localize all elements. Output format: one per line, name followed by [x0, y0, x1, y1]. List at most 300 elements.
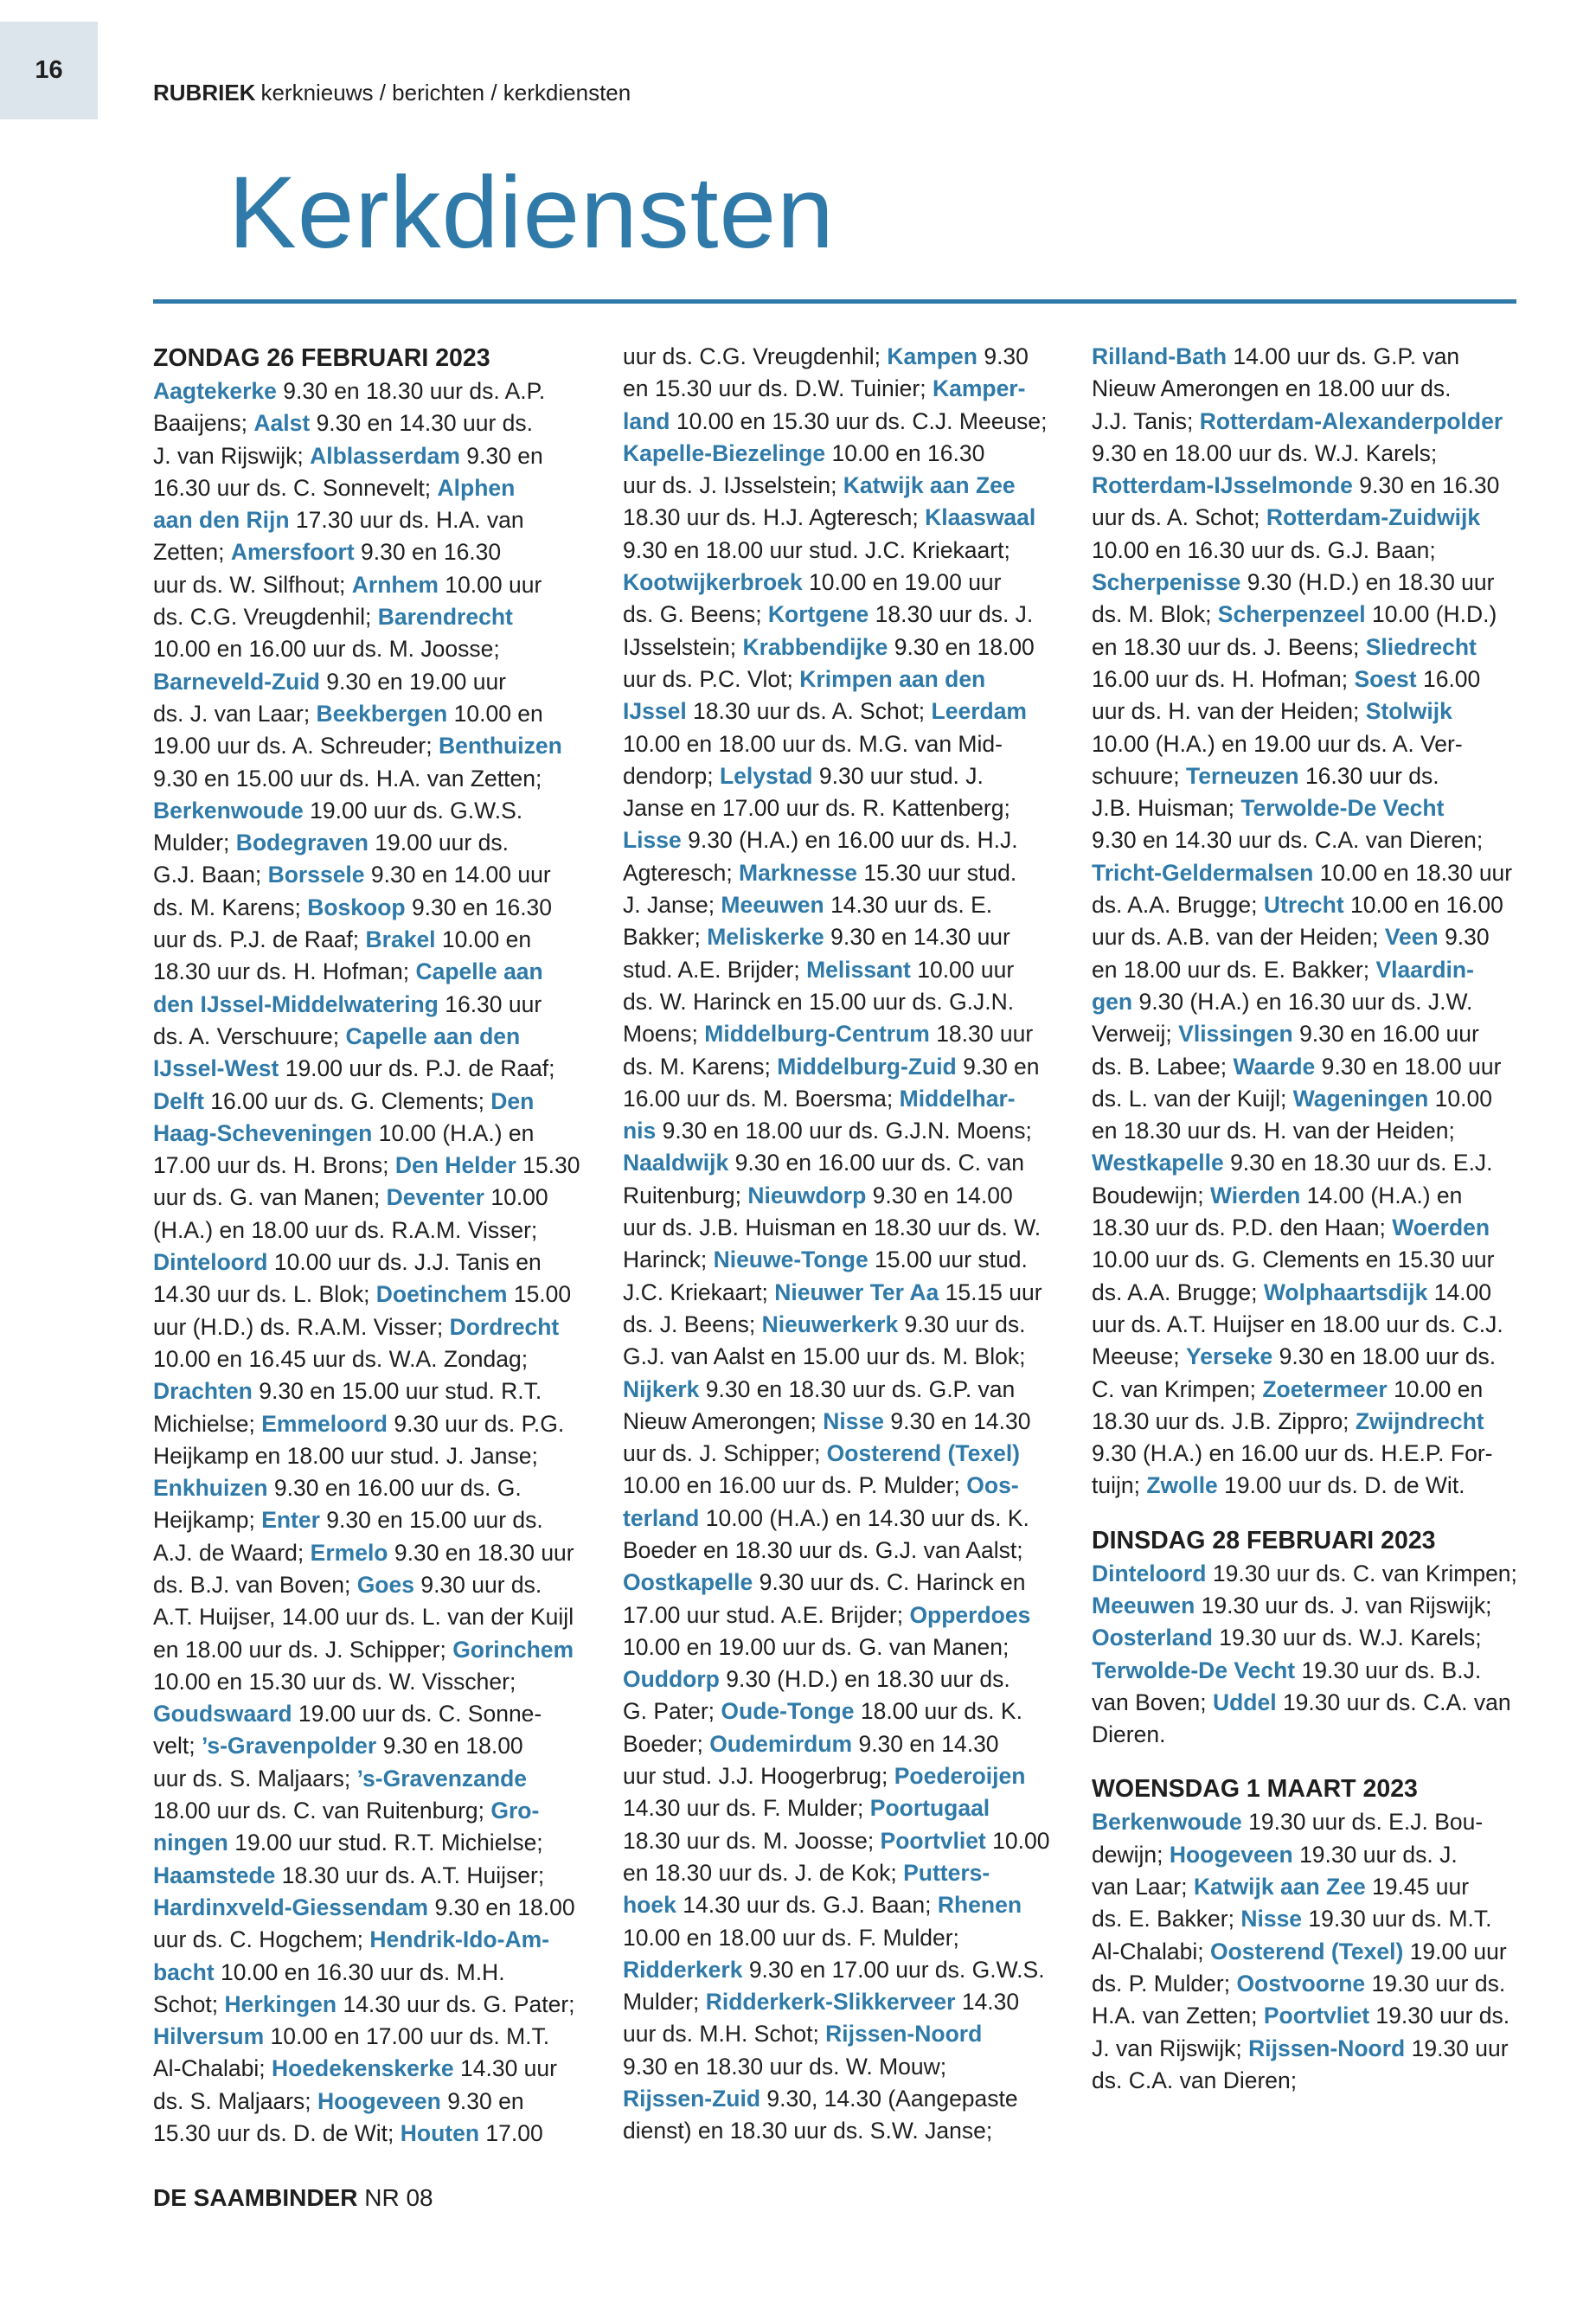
- service-line: [623, 1180, 1055, 1212]
- place-name: Nisse: [1240, 1906, 1303, 1932]
- place-name: Dinteloord: [153, 1249, 268, 1276]
- service-details: 10.00 en 18.00 uur ds. F. Mulder;: [623, 1924, 959, 1951]
- service-details: 10.00 en 16.00 uur ds. M. Joosse;: [153, 636, 500, 663]
- service-details: en 18.00 uur ds. J. Schipper;: [153, 1636, 453, 1663]
- service-line: [1092, 1406, 1529, 1438]
- service-details: 9.30 (H.A.) en 16.00 uur ds. H.E.P. For-: [1092, 1440, 1493, 1467]
- service-line: [1092, 631, 1529, 663]
- service-details: J.C. Kriekaart;: [623, 1279, 775, 1305]
- service-details: 10.00 uur ds. J.J. Tanis en: [267, 1249, 542, 1276]
- place-name: Nijkerk: [623, 1375, 700, 1402]
- service-details: 18.30 uur ds. A.T. Huijser;: [275, 1862, 545, 1888]
- service-details: 18.30 uur ds. P.D. den Haan;: [1092, 1215, 1393, 1241]
- place-name: Middelburg-Centrum: [704, 1021, 930, 1048]
- footer-issue: NR 08: [364, 2184, 433, 2211]
- service-line: [153, 472, 586, 504]
- service-details: Harinck;: [623, 1247, 714, 1273]
- service-line: [153, 1504, 586, 1536]
- service-line: [1092, 502, 1529, 534]
- service-details: ds. A.A. Brugge;: [1092, 1279, 1264, 1305]
- service-details: 10.00 en 15.30 uur ds. W. Visscher;: [153, 1668, 516, 1695]
- place-name: Vlissingen: [1178, 1021, 1293, 1048]
- service-details: Mulder;: [153, 830, 236, 856]
- service-details: 19.00 uur ds. C. Sonne-: [292, 1701, 542, 1727]
- service-line: [623, 535, 1055, 567]
- service-details: ds. G. Beens;: [623, 601, 768, 628]
- service-details: Boudewijn;: [1092, 1182, 1211, 1208]
- service-line: [153, 1472, 586, 1504]
- service-line: [623, 1083, 1055, 1115]
- service-details: 14.30 uur: [453, 2055, 557, 2082]
- service-details: 14.30 uur ds. G. Pater;: [337, 1990, 575, 2017]
- service-details: 18.00 uur ds. K.: [854, 1698, 1022, 1725]
- service-details: en 18.00 uur ds. E. Bakker;: [1092, 956, 1376, 983]
- service-details: Al-Chalabi;: [153, 2055, 272, 2082]
- place-name: IJssel: [623, 698, 687, 725]
- service-details: 9.30 en 14.00 uur: [364, 862, 551, 888]
- service-details: Heijkamp;: [153, 1507, 262, 1534]
- service-details: 18.30 uur ds. J.B. Zippro;: [1092, 1407, 1356, 1434]
- service-line: [1092, 535, 1529, 567]
- service-details: 19.00 uur stud. R.T. Michielse;: [228, 1830, 543, 1856]
- place-name: Hardinxveld-Giessendam: [153, 1894, 429, 1920]
- place-name: Scherpenisse: [1092, 569, 1241, 596]
- place-name: Yerseke: [1186, 1343, 1273, 1370]
- service-line: [623, 695, 1055, 727]
- service-details: Agteresch;: [623, 859, 740, 886]
- service-line: [153, 2118, 586, 2150]
- place-name: Alblasserdam: [310, 442, 460, 469]
- service-line: [153, 569, 586, 601]
- place-name: Den Helder: [394, 1152, 516, 1179]
- service-line: [153, 2021, 586, 2053]
- service-line: [153, 1053, 586, 1085]
- service-line: [623, 1051, 1055, 1083]
- service-line: [1092, 1622, 1529, 1654]
- service-line: [153, 1892, 586, 1924]
- place-name: Oostkapelle: [623, 1569, 753, 1596]
- service-details: 10.00 (H.A.) en 14.30 uur ds. K.: [699, 1504, 1029, 1531]
- place-name: Naaldwijk: [623, 1150, 729, 1176]
- service-details: ds. M. Blok;: [1092, 601, 1218, 628]
- service-details: 9.30 en 14.30: [884, 1407, 1031, 1434]
- place-name: Poortvliet: [880, 1827, 986, 1854]
- service-details: 10.00: [484, 1184, 548, 1211]
- service-details: 10.00 en: [447, 700, 543, 727]
- service-details: 10.00 en 17.00 uur ds. M.T.: [264, 2023, 550, 2050]
- service-details: Verweij;: [1092, 1021, 1179, 1048]
- service-line: [623, 1631, 1055, 1663]
- place-name: Terneuzen: [1186, 762, 1299, 789]
- place-name: Hoogeveen: [1169, 1841, 1293, 1868]
- service-details: 9.30 en 18.30 uur ds. E.J.: [1223, 1150, 1493, 1176]
- service-line: [623, 1244, 1055, 1276]
- service-line: [623, 954, 1055, 986]
- service-details: 9.30 en 18.00 uur ds. G.J.N. Moens;: [656, 1118, 1032, 1144]
- service-details: 9.30 en: [440, 2087, 524, 2114]
- service-details: 19.00 uur: [1403, 1938, 1507, 1965]
- service-line: [623, 1567, 1055, 1599]
- service-details: 17.00: [479, 2120, 543, 2147]
- place-name: Melissant: [806, 956, 911, 983]
- service-details: Boeder en 18.30 uur ds. G.J. van Aalst;: [623, 1536, 1023, 1563]
- service-details: uur ds. S. Maljaars;: [153, 1765, 357, 1791]
- service-line: [1092, 921, 1529, 953]
- service-details: uur ds. C.G. Vreugdenhil;: [623, 343, 888, 369]
- place-name: Nisse: [823, 1407, 884, 1434]
- service-details: 15.00 uur stud.: [868, 1247, 1028, 1273]
- service-line: [153, 504, 586, 536]
- service-details: 9.30 en 18.00 uur: [1315, 1053, 1502, 1080]
- service-details: 9.30 en 18.00 uur ds. W.J. Karels;: [1092, 439, 1438, 466]
- service-line: [153, 730, 586, 762]
- service-details: 19.30 uur ds.: [1365, 1970, 1506, 1997]
- service-details: 9.30 uur ds.: [413, 1571, 542, 1598]
- service-details: 16.30 uur ds.: [1298, 762, 1439, 789]
- service-line: [153, 1215, 586, 1247]
- service-details: 19.30 uur ds.: [1369, 2003, 1510, 2029]
- service-line: [153, 1601, 586, 1633]
- service-line: [153, 375, 586, 407]
- service-line: [623, 470, 1055, 502]
- service-details: 19.00 uur ds. G.W.S.: [303, 797, 523, 824]
- service-line: [1092, 1244, 1529, 1276]
- service-line: [623, 1018, 1055, 1050]
- place-name: Uddel: [1212, 1689, 1277, 1715]
- service-details: uur ds. J. IJsselstein;: [623, 472, 843, 499]
- place-name: ’s-Gravenzande: [356, 1765, 528, 1791]
- service-line: [1092, 792, 1529, 824]
- service-details: Boeder;: [623, 1730, 710, 1757]
- place-name: Enkhuizen: [153, 1475, 268, 1502]
- place-name: Oosterend (Texel): [826, 1440, 1021, 1467]
- place-name: Waarde: [1233, 1053, 1316, 1080]
- service-details: 9.30 en 16.00 uur: [1292, 1021, 1479, 1048]
- place-name: Haamstede: [153, 1862, 276, 1888]
- place-name: Houten: [400, 2120, 480, 2147]
- service-details: 19.30 uur ds. W.J. Karels;: [1212, 1625, 1482, 1651]
- service-details: 18.30 uur ds. A. Schot;: [686, 698, 932, 725]
- place-name: Klaaswaal: [925, 504, 1036, 531]
- place-name: Lisse: [623, 827, 682, 854]
- place-name: aan den Rijn: [153, 507, 290, 534]
- service-details: ds. J. van Laar;: [153, 700, 317, 727]
- service-line: [153, 1375, 586, 1407]
- service-line: [153, 1634, 586, 1666]
- service-line: [623, 373, 1055, 405]
- place-name: Hoedekenskerke: [271, 2055, 454, 2082]
- service-line: [1092, 1277, 1529, 1309]
- service-details: ds. C.G. Vreugdenhil;: [153, 604, 378, 631]
- place-name: Brakel: [365, 926, 436, 953]
- service-details: 16.30 uur ds. C. Sonnevelt;: [153, 474, 438, 501]
- service-line: [153, 407, 586, 439]
- service-details: 10.00 en: [1387, 1375, 1484, 1402]
- service-line: [623, 341, 1055, 373]
- service-line: [1092, 470, 1529, 502]
- service-line: [623, 1792, 1055, 1824]
- service-line: [623, 760, 1055, 792]
- service-line: [1092, 1871, 1529, 1903]
- service-details: ds. B. Labee;: [1092, 1053, 1234, 1080]
- service-line: [1092, 954, 1529, 986]
- service-details: 17.00 uur stud. A.E. Brijder;: [623, 1601, 910, 1628]
- service-line: [623, 824, 1055, 856]
- place-name: Gorinchem: [452, 1636, 574, 1663]
- place-name: terland: [623, 1504, 700, 1531]
- service-line: [153, 666, 586, 698]
- service-line: [623, 567, 1055, 599]
- service-line: [1092, 373, 1529, 405]
- place-name: Middelhar-: [899, 1085, 1016, 1112]
- place-name: Oostvoorne: [1236, 1970, 1366, 1997]
- service-details: 9.30 uur stud. J.: [812, 762, 984, 789]
- service-details: 9.30 (H.A.) en 16.30 uur ds. J.W.: [1132, 988, 1473, 1015]
- service-details: 14.30: [955, 1989, 1020, 2016]
- service-line: [153, 1182, 586, 1214]
- service-details: ds. E. Bakker;: [1092, 1906, 1241, 1932]
- service-details: H.A. van Zetten;: [1092, 2003, 1264, 2029]
- service-line: [153, 1860, 586, 1892]
- place-name: Wolphaartsdijk: [1263, 1279, 1428, 1305]
- service-details: 16.30 uur: [438, 990, 542, 1017]
- service-details: uur ds. J.B. Huisman en 18.30 uur ds. W.: [623, 1215, 1042, 1241]
- service-line: [623, 1277, 1055, 1309]
- place-name: den IJssel-Middelwatering: [153, 990, 439, 1017]
- service-details: 10.00 (H.D.): [1365, 601, 1497, 628]
- place-name: Nieuwer Ter Aa: [774, 1279, 939, 1305]
- place-name: Berkenwoude: [1092, 1809, 1242, 1836]
- rubriek-label: RUBRIEK: [153, 80, 256, 106]
- service-line: [153, 1086, 586, 1118]
- service-details: uur (H.D.) ds. R.A.M. Visser;: [153, 1313, 450, 1340]
- service-line: [1092, 341, 1529, 373]
- service-details: uur ds. C. Hogchem;: [153, 1926, 370, 1953]
- service-details: ds. C.A. van Dieren;: [1092, 2067, 1298, 2093]
- place-name: Amersfoort: [230, 539, 355, 566]
- service-line: [623, 1470, 1055, 1502]
- service-details: 9.30 (H.A.) en 16.00 uur ds. H.J.: [681, 827, 1018, 854]
- service-details: uur ds. A. Schot;: [1092, 504, 1266, 531]
- service-line: [153, 1924, 586, 1956]
- place-name: Rijssen-Zuid: [623, 2086, 761, 2112]
- service-line: [153, 1666, 586, 1698]
- place-name: Opperdoes: [909, 1601, 1031, 1628]
- service-line: [1092, 1655, 1529, 1687]
- service-details: 16.00 uur ds. G. Clements;: [203, 1087, 491, 1114]
- service-line: [1092, 1115, 1529, 1147]
- place-name: Rotterdam-IJsselmonde: [1092, 472, 1353, 499]
- place-name: Vlaardin-: [1375, 956, 1474, 983]
- service-details: J. Janse;: [623, 892, 721, 919]
- service-details: Heijkamp en 18.00 uur stud. J. Janse;: [153, 1442, 538, 1469]
- place-name: Lelystad: [719, 762, 813, 789]
- service-details: 9.30 en 18.00: [428, 1894, 575, 1920]
- service-line: [153, 440, 586, 472]
- service-details: Zetten;: [153, 539, 231, 566]
- service-line: [1092, 2065, 1529, 2097]
- service-details: 9.30 en 16.00 uur ds. C. van: [728, 1150, 1025, 1176]
- service-details: dewijn;: [1092, 1841, 1170, 1868]
- footer: [153, 2184, 433, 2212]
- service-line: [623, 857, 1055, 889]
- service-details: Schot;: [153, 1990, 225, 2017]
- rubriek-path: kerknieuws / berichten / kerkdiensten: [260, 80, 631, 106]
- service-details: uur ds. G. van Manen;: [153, 1184, 387, 1211]
- service-details: 10.00 en 19.00 uur ds. G. van Manen;: [623, 1633, 1010, 1660]
- place-name: nis: [623, 1118, 657, 1144]
- service-details: 19.30 uur: [1405, 2035, 1509, 2061]
- service-details: Al-Chalabi;: [1092, 1938, 1210, 1965]
- service-line: [1092, 1018, 1529, 1050]
- column-2: [623, 341, 1055, 2148]
- place-name: Bodegraven: [235, 830, 369, 856]
- service-line: [153, 956, 586, 988]
- service-details: Nieuw Amerongen en 18.00 uur ds.: [1092, 375, 1452, 402]
- place-name: Den: [490, 1087, 535, 1114]
- service-details: 14.00 (H.A.) en: [1300, 1182, 1463, 1208]
- service-line: [153, 698, 586, 730]
- service-details: 9.30 uur ds. P.G.: [387, 1410, 565, 1437]
- service-details: Bakker;: [623, 924, 708, 951]
- service-details: 10.00 uur: [910, 956, 1015, 983]
- service-line: [153, 2053, 586, 2085]
- place-name: Oosterland: [1092, 1625, 1213, 1651]
- service-details: uur ds. W. Silfhout;: [153, 571, 352, 598]
- service-details: 10.00 en 19.00 uur: [802, 569, 1002, 596]
- service-details: uur ds. A.T. Huijser en 18.00 uur ds. C.J.: [1092, 1311, 1503, 1337]
- place-name: Hilversum: [153, 2023, 265, 2050]
- service-line: [1092, 1341, 1529, 1373]
- service-details: 9.30 en 18.30 uur ds. W. Mouw;: [623, 2053, 947, 2080]
- service-line: [1092, 1903, 1529, 1935]
- service-line: [153, 601, 586, 633]
- page-number: 16: [35, 56, 63, 84]
- service-line: [153, 1150, 586, 1182]
- place-name: Nieuwerkerk: [761, 1311, 899, 1337]
- section-header: [153, 80, 631, 106]
- place-name: Westkapelle: [1092, 1150, 1224, 1176]
- service-details: schuure;: [1092, 762, 1187, 789]
- service-details: van Laar;: [1092, 1874, 1194, 1900]
- service-details: ds. P. Mulder;: [1092, 1970, 1237, 1997]
- service-line: [153, 633, 586, 665]
- service-details: uur ds. H. van der Heiden;: [1092, 698, 1366, 725]
- service-details: 9.30: [1438, 924, 1490, 951]
- service-line: [623, 2051, 1055, 2083]
- service-details: ds. A. Verschuure;: [153, 1022, 346, 1049]
- place-name: Enter: [261, 1507, 320, 1534]
- service-details: 9.30 en 18.30 uur: [388, 1539, 574, 1566]
- service-line: [153, 1698, 586, 1730]
- service-line: [153, 989, 586, 1021]
- service-details: ds. W. Harinck en 15.00 uur ds. G.J.N.: [623, 988, 1015, 1015]
- service-details: 18.00 uur ds. C. van Ruitenburg;: [153, 1798, 491, 1824]
- service-line: [153, 763, 586, 795]
- place-name: Rijssen-Noord: [1248, 2035, 1406, 2061]
- service-details: 18.30 uur ds. H. Hofman;: [153, 958, 416, 985]
- service-details: 9.30 en 14.30: [852, 1730, 999, 1757]
- service-details: 14.30 uur ds. L. Blok;: [153, 1281, 376, 1308]
- service-line: [623, 1825, 1055, 1857]
- service-details: ds. L. van der Kuijl;: [1092, 1085, 1293, 1112]
- service-line: [153, 1989, 586, 2021]
- place-name: Nieuwdorp: [747, 1182, 867, 1208]
- place-name: Tricht-Geldermalsen: [1092, 859, 1314, 886]
- place-name: Meeuwen: [1092, 1592, 1195, 1618]
- service-details: 19.30 uur ds. M.T.: [1302, 1906, 1492, 1932]
- place-name: Gro-: [490, 1798, 540, 1824]
- place-name: Aagtekerke: [153, 378, 277, 404]
- service-line: [1092, 824, 1529, 856]
- service-line: [1092, 760, 1529, 792]
- place-name: Middelburg-Zuid: [777, 1053, 957, 1080]
- service-line: [1092, 438, 1529, 470]
- service-details: 19.00 uur ds. D. de Wit.: [1217, 1472, 1465, 1499]
- service-details: 16.00 uur ds. H. Hofman;: [1092, 665, 1355, 692]
- service-details: 10.00 en 16.45 uur ds. W.A. Zondag;: [153, 1345, 529, 1372]
- service-details: ds. J. Beens;: [623, 1311, 762, 1337]
- service-line: [1092, 1719, 1529, 1751]
- service-details: 9.30 uur ds.: [898, 1311, 1026, 1337]
- place-name: Alphen: [437, 474, 516, 501]
- service-line: [623, 889, 1055, 921]
- service-line: [623, 2083, 1055, 2115]
- service-line: [1092, 1438, 1529, 1470]
- place-name: Kampen: [887, 343, 977, 369]
- service-details: Michielse;: [153, 1410, 262, 1437]
- place-name: Soest: [1354, 665, 1417, 692]
- service-line: [153, 827, 586, 859]
- service-line: [1092, 599, 1529, 631]
- service-line: [623, 438, 1055, 470]
- service-details: 14.00 uur ds. G.P. van: [1227, 343, 1460, 369]
- place-name: Kortgene: [767, 601, 869, 628]
- service-details: J.B. Huisman;: [1092, 795, 1241, 822]
- service-line: [623, 1374, 1055, 1406]
- service-line: [1092, 1051, 1529, 1083]
- service-details: J. van Rijswijk;: [153, 442, 311, 469]
- title-divider: [153, 299, 1516, 304]
- service-details: 9.30 en 15.00 uur ds.: [319, 1507, 543, 1534]
- place-name: Rotterdam-Alexanderpolder: [1199, 407, 1503, 434]
- service-line: [1092, 2000, 1529, 2032]
- place-name: Terwolde-De Vecht: [1092, 1657, 1296, 1683]
- service-details: 9.30 en 14.30 uur: [824, 924, 1010, 951]
- service-details: uur ds. M.H. Schot;: [623, 2021, 826, 2048]
- place-name: Poortvliet: [1263, 2003, 1370, 2029]
- service-line: [1092, 663, 1529, 695]
- place-name: ’s-Gravenpolder: [201, 1733, 377, 1759]
- service-details: 9.30 en 16.30: [1352, 472, 1500, 499]
- service-details: C. van Krimpen;: [1092, 1375, 1263, 1402]
- service-line: [623, 1503, 1055, 1535]
- service-details: 10.00 (H.A.) en: [372, 1119, 535, 1146]
- place-name: Kamper-: [932, 375, 1026, 402]
- service-details: 10.00: [985, 1827, 1050, 1854]
- service-details: 9.30 en 19.00 uur: [319, 668, 507, 695]
- service-line: [1092, 1309, 1529, 1341]
- service-details: 9.30 en 14.30 uur ds.: [310, 410, 534, 437]
- service-line: [153, 1247, 586, 1279]
- service-line: [623, 1695, 1055, 1727]
- service-line: [623, 1535, 1055, 1567]
- place-name: hoek: [623, 1892, 676, 1919]
- service-details: 15.30 uur ds. D. de Wit;: [153, 2120, 401, 2147]
- service-line: [153, 1957, 586, 1989]
- service-details: 10.00 uur: [438, 571, 542, 598]
- place-name: Capelle aan den: [345, 1022, 521, 1049]
